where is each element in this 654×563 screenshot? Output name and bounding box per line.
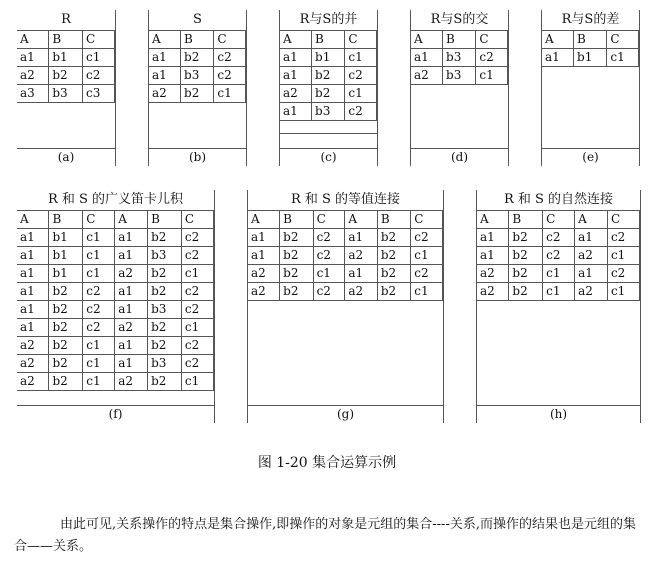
table-header-row: A B C bbox=[17, 31, 115, 49]
table-row: a1 b2 c2 a2 b2 c1 bbox=[17, 319, 214, 337]
table-row: a1 b3 c2 bbox=[280, 103, 377, 121]
table-row: a1 b1 c1 bbox=[542, 49, 639, 67]
table-row: a1 b1 c1 bbox=[17, 49, 115, 67]
panel-c bbox=[279, 10, 378, 166]
relation-table bbox=[280, 31, 377, 121]
panel-title: R与S的交 bbox=[411, 10, 508, 31]
table-header-row: A B C A B C bbox=[17, 211, 214, 229]
table-header-row: A B C bbox=[149, 31, 246, 49]
relation-table bbox=[542, 31, 639, 67]
panel-title: S bbox=[149, 10, 246, 31]
panel-title: R bbox=[17, 10, 115, 31]
body-paragraph: 由此可见,关系操作的特点是集合操作,即操作的对象是元组的集合----关系,而操作的结果也是元组的集合——关系。 bbox=[14, 517, 636, 554]
table-row: a1 b1 c1 a2 b2 c1 bbox=[17, 265, 214, 283]
table-row: a2 b2 c1 a2 c1 bbox=[477, 283, 640, 301]
panel-f bbox=[17, 190, 215, 423]
table-row: a2 b2 c1 a1 b2 c2 bbox=[248, 265, 443, 283]
relation-table bbox=[477, 211, 640, 301]
relation-table bbox=[149, 31, 246, 103]
table-header-row: A B C bbox=[411, 31, 508, 49]
relation-table bbox=[411, 31, 508, 85]
table-row: a1 b1 c1 a1 b2 c2 bbox=[17, 229, 214, 247]
table-row: a1 b1 c1 a1 b3 c2 bbox=[17, 247, 214, 265]
table-header-row: A B C bbox=[280, 31, 377, 49]
panel-caption: (e) bbox=[542, 148, 639, 166]
figure-caption: 图 1-20 集合运算示例 bbox=[257, 455, 397, 471]
table-row: a2 b2 c1 bbox=[149, 85, 246, 103]
divider bbox=[280, 133, 377, 134]
panel-title: R与S的并 bbox=[280, 10, 377, 31]
panel-h bbox=[476, 190, 641, 423]
panel-caption: (c) bbox=[280, 148, 377, 166]
table-row: a2 b2 c2 a2 b2 c1 bbox=[248, 283, 443, 301]
panel-e bbox=[541, 10, 640, 166]
table-row: a1 b2 c2 a1 b2 c2 bbox=[248, 229, 443, 247]
panel-caption: (f) bbox=[17, 405, 214, 423]
table-row: a1 b2 c2 bbox=[280, 67, 377, 85]
table-header-row: A B C bbox=[542, 31, 639, 49]
table-row: a2 b2 c2 bbox=[17, 67, 115, 85]
relation-table bbox=[248, 211, 443, 301]
panel-d bbox=[410, 10, 509, 166]
table-row: a1 b2 c2 a2 c1 bbox=[477, 247, 640, 265]
panel-caption: (b) bbox=[149, 148, 246, 166]
panel-g bbox=[247, 190, 444, 423]
table-row: a1 b3 c2 bbox=[149, 67, 246, 85]
table-header-row: A B C A C bbox=[477, 211, 640, 229]
panel-title: R与S的差 bbox=[542, 10, 639, 31]
table-row: a1 b1 c1 bbox=[280, 49, 377, 67]
table-row: a2 b2 c1 a2 b2 c1 bbox=[17, 373, 214, 391]
panel-caption: (a) bbox=[17, 148, 115, 166]
relation-table bbox=[17, 31, 115, 103]
panel-caption: (g) bbox=[248, 405, 443, 423]
table-row: a1 b2 c2 a1 b2 c2 bbox=[17, 283, 214, 301]
relation-table bbox=[17, 211, 214, 391]
panel-title: R 和 S 的等值连接 bbox=[248, 190, 443, 211]
panel-caption: (h) bbox=[477, 405, 640, 423]
table-row: a2 b3 c1 bbox=[411, 67, 508, 85]
table-row: a1 b3 c2 bbox=[411, 49, 508, 67]
table-row: a1 b2 c2 a2 b2 c1 bbox=[248, 247, 443, 265]
table-row: a2 b2 c1 a1 b2 c2 bbox=[17, 337, 214, 355]
table-row: a2 b2 c1 a1 c2 bbox=[477, 265, 640, 283]
table-row: a1 b2 c2 a1 b3 c2 bbox=[17, 301, 214, 319]
panel-title: R 和 S 的广义笛卡儿积 bbox=[17, 190, 214, 211]
table-row: a3 b3 c3 bbox=[17, 85, 115, 103]
panel-caption: (d) bbox=[411, 148, 508, 166]
panel-b bbox=[148, 10, 247, 166]
table-row: a2 b2 c1 bbox=[280, 85, 377, 103]
table-header-row: A B C A B C bbox=[248, 211, 443, 229]
table-row: a1 b2 c2 bbox=[149, 49, 246, 67]
panel-a bbox=[17, 10, 116, 166]
panel-title: R 和 S 的自然连接 bbox=[477, 190, 640, 211]
table-row: a2 b2 c1 a1 b3 c2 bbox=[17, 355, 214, 373]
table-row: a1 b2 c2 a1 c2 bbox=[477, 229, 640, 247]
